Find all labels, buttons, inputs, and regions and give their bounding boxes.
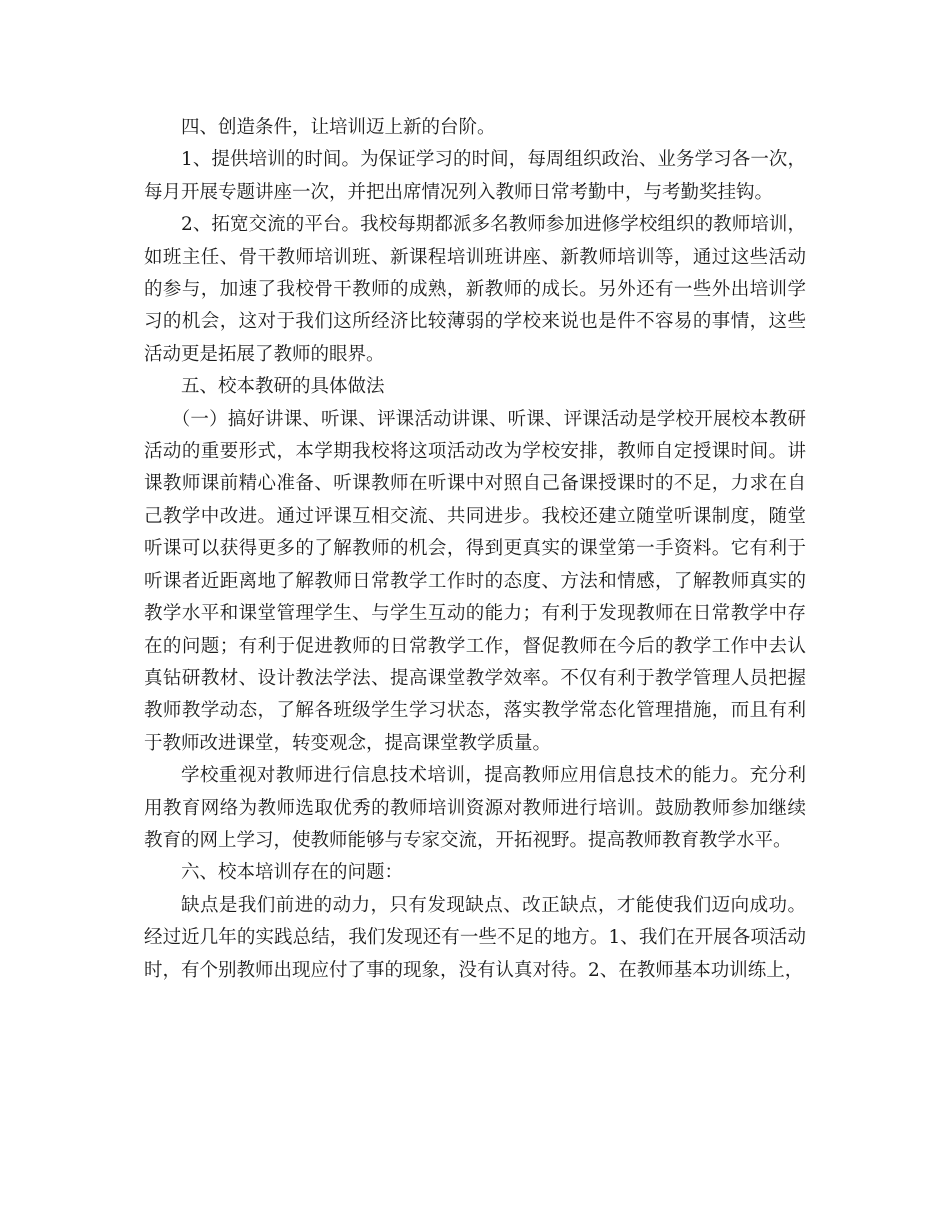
section-heading-four: 四、创造条件，让培训迈上新的台阶。 (181, 117, 496, 138)
section-heading-six: 六、校本培训存在的问题： (181, 862, 404, 884)
paragraph-lecture-activities: （一）搞好讲课、听课、评课活动讲课、听课、评课活动是学校开展校本教研活动的重要形式，本学期我校将这项活动改为学校安排，教师自定授课时间。讲课教师课前精心准备、听课教师在听课中对照自己备课授课时的不足，力求在自己教学中改进。通过评课互相交流、共同进步。我校还建立随堂听课制度，随堂听课可以获得更多的了解教师的机会，得到更真实的课堂第一手资料。它有利于听课者近距离地了解教师日常教学工作时的态度、方法和情感，了解教师真实的教学水平和课堂管理学生、与学生互动的能力；有利于发现教师在日常教学中存在的问题；有利于促进教师的日常教学工作，督促教师在今后的教学工作中去认真钻研教材、设计教法学法、提高课堂教学效率。不仅有利于教学管理人员把握教师教学动态，了解各班级学生学习状态，落实教学常态化管理措施，而且有利于教师改进课堂，转变观念，提高课堂教学质量。 (144, 408, 806, 754)
section-heading-five: 五、校本教研的具体做法 (181, 376, 385, 398)
paragraph-shortcomings: 缺点是我们前进的动力，只有发现缺点、改正缺点，才能使我们迈向成功。经过近几年的实践总结，我们发现还有一些不足的地方。1、我们在开展各项活动时，有个别教师出现应付了事的现象，没有认真对待。2、在教师基本功训练上， (144, 894, 806, 981)
document-page (144, 112, 806, 987)
paragraph-it-training: 学校重视对教师进行信息技术培训，提高教师应用信息技术的能力。充分利用教育网络为教师选取优秀的教师培训资源对教师进行培训。鼓励教师参加继续教育的网上学习，使教师能够与专家交流，开拓视野。提高教师教育教学水平。 (144, 765, 806, 851)
paragraph-training-time: 1、提供培训的时间。为保证学习的时间，每周组织政治、业务学习各一次，每月开展专题讲座一次，并把出席情况列入教师日常考勤中，与考勤奖挂钩。 (144, 149, 806, 203)
paragraph-exchange-platform: 2、拓宽交流的平台。我校每期都派多名教师参加进修学校组织的教师培训，如班主任、骨干教师培训班、新课程培训班讲座、新教师培训等，通过这些活动的参与，加速了我校骨干教师的成熟，新教师的成长。另外还有一些外出培训学习的机会，这对于我们这所经济比较薄弱的学校来说也是件不容易的事情，这些活动更是拓展了教师的眼界。 (144, 214, 806, 365)
